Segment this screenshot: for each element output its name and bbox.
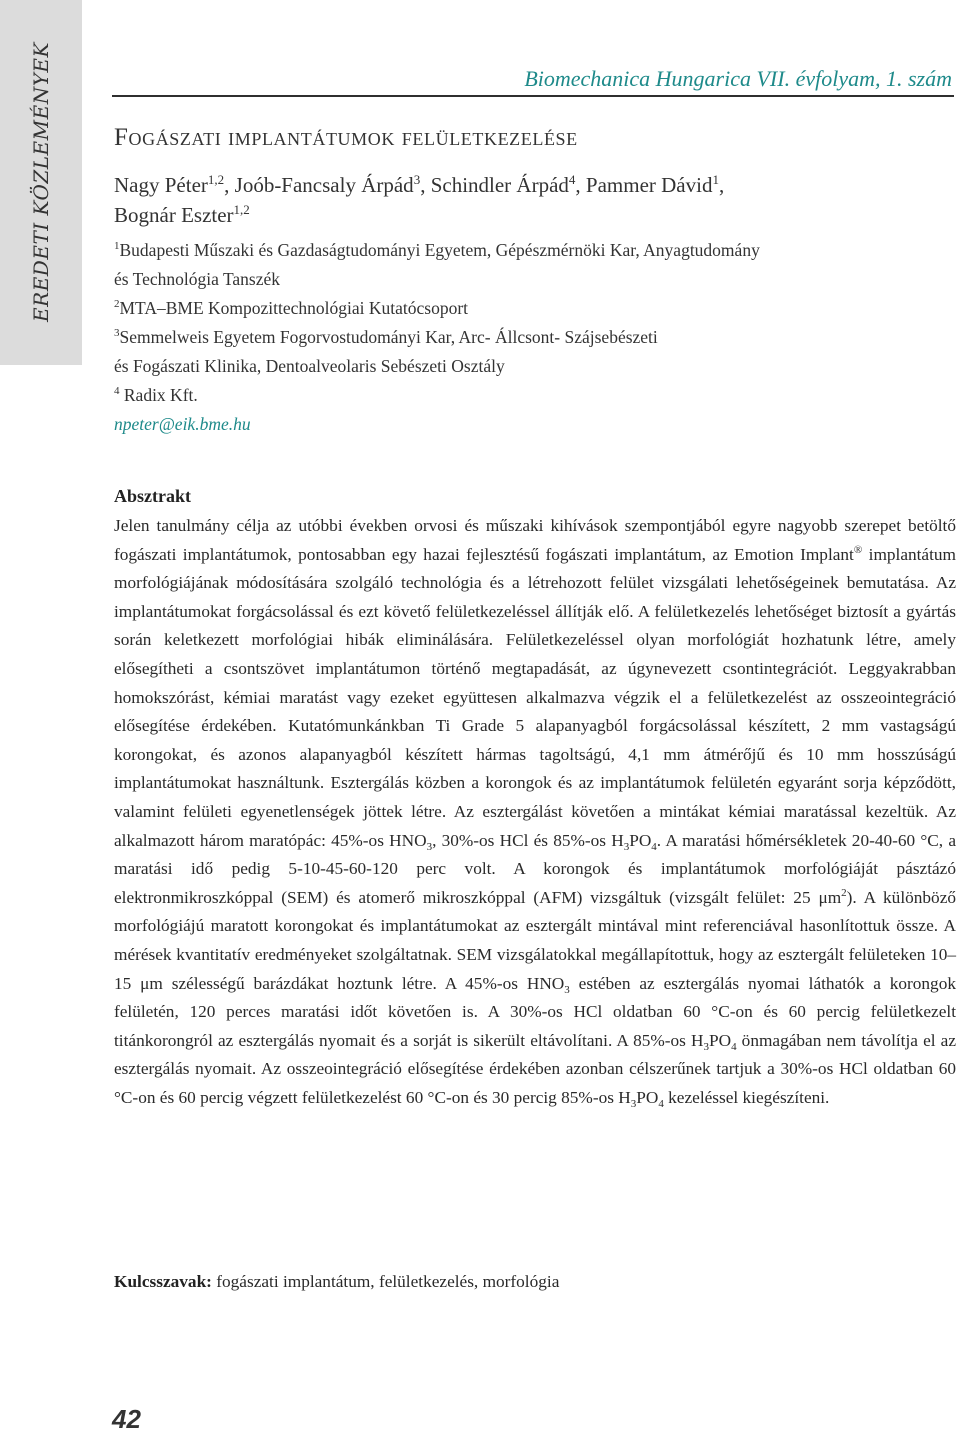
journal-header: Biomechanica Hungarica VII. évfolyam, 1. szám — [524, 66, 952, 91]
keywords-label: Kulcsszavak: — [114, 1272, 212, 1291]
abstract-text: . A maratási hőmérsékletek 20-40-60 °C, a maratási idő pedig 5-10-45-60-120 perc volt. A korongok és implantátumok morfológiáját pásztázó elektronmikroszkóppal (SEM) és atomerő mikroszkóppal (AFM) vizsgáltuk (vizsgált felület: 25 μm — [114, 830, 956, 907]
affiliation-text: Budapesti Műszaki és Gazdaságtudományi Egyetem, Gépészmérnöki Kar, Anyagtudomány — [119, 240, 760, 260]
subscript: 4 — [651, 840, 657, 853]
author-name: Joób-Fancsaly Árpád — [234, 173, 414, 197]
abstract-text: PO — [629, 830, 652, 850]
author-separator: , — [718, 173, 725, 197]
author-email-link[interactable]: npeter@eik.bme.hu — [114, 414, 251, 434]
abstract-text: PO — [708, 1030, 732, 1050]
section-side-tab — [0, 0, 82, 365]
author-name: Pammer Dávid — [585, 173, 713, 197]
affiliation-sup: 3 — [114, 327, 120, 339]
superscript: 2 — [841, 886, 847, 899]
subscript: 4 — [658, 1097, 664, 1110]
affiliation-line — [114, 323, 954, 352]
subscript: 4 — [731, 1040, 737, 1053]
registered-mark: ® — [853, 543, 863, 556]
author-list — [114, 170, 934, 230]
subscript: 3 — [623, 840, 630, 853]
author-separator: , — [420, 173, 431, 197]
author-name: Nagy Péter — [114, 173, 208, 197]
abstract-text: implantátum morfológiájának módosítására szolgáló technológia és a létrehozott felület vizsgálati lehetőségeinek bemutatása. Az implantátumokat forgácsolással és ezt követő felületkezeléssel állítják elő. A felületkezelés lehetőséget biztosít a gyártás során keletkezett morfológiai hibák eliminálására. Felületkezeléssel olyan morfológiát hozhatunk létre, amely elősegítheti a csontszövet implantátumon történő megtapadását, az úgynevezett csontintegrációt. Leggyakrabban homokszórást, kémiai maratást vagy ezeket együttesen alkalmazva végzik el a felületkezelést az osszeointegráció elősegítése érdekében. Kutatómunkánkban Ti Grade 5 alapanyagból forgácsolással készített, 2 mm vastagságú korongokat, és azonos alapanyagból készített hármas tagoltságú, 4,1 mm átmérőjű és 10 mm hosszúságú implantátumokat használtunk. Esztergálás közben a korongok és az implantátumok felületén egyaránt sorja képződött, valamint felületi egyenetlenségek jöttek létre. Az esztergálást követően a mintákat kémiai maratással kezeltük. Az alkalmazott három maratópác: 45%-os HNO — [114, 544, 956, 850]
affiliation-text: és Fogászati Klinika, Dentoalveolaris Sebészeti Osztály — [114, 356, 505, 376]
author-name: Bognár Eszter — [114, 203, 234, 227]
abstract-text: kezeléssel kiegészíteni. — [663, 1087, 830, 1107]
affiliation-text: Semmelweis Egyetem Fogorvostudományi Kar, Arc- Állcsont- Szájsebészeti — [119, 327, 658, 347]
keywords-text: fogászati implantátum, felületkezelés, morfológia — [211, 1272, 560, 1291]
abstract-text: PO — [636, 1087, 659, 1107]
page-number: 42 — [112, 1404, 141, 1434]
affiliation-line — [114, 381, 954, 410]
author-affil-sup: 1,2 — [207, 172, 225, 187]
author-separator: , — [575, 173, 586, 197]
email-line — [114, 410, 954, 439]
affiliation-line — [114, 294, 954, 323]
subscript: 3 — [630, 1097, 637, 1110]
subscript: 3 — [703, 1040, 709, 1053]
header-rule — [112, 95, 954, 97]
affiliation-line — [114, 352, 954, 381]
author-affil-sup: 3 — [413, 172, 421, 187]
abstract-text: Jelen tanulmány célja az utóbbi években orvosi és műszaki kihívások szempontjából egyre nagyobb szerepet betöltő fogászati implantátumok, pontosabban egy hazai fejlesztésű fogászati implantátum, az Emotion Implant — [114, 516, 956, 564]
affiliation-text: és Technológia Tanszék — [114, 269, 281, 289]
affiliation-text: MTA–BME Kompozittechnológiai Kutatócsoport — [119, 298, 469, 318]
subscript: 3 — [426, 840, 433, 853]
abstract-text: , 30%-os HCl és 85%-os H — [432, 830, 624, 850]
affiliation-sup: 4 — [114, 385, 120, 397]
abstract-text: estében az esztergálás nyomai láthatók a korongok felületén, 120 perces maratási időt követően is. A 30%-os HCl oldatban 60 °C-on és 60 percig felületkezelt titánkorongról az esztergálás nyomait és a sorját is sikerült eltávolítani. A 85%-os H — [114, 973, 956, 1050]
affiliation-sup: 1 — [114, 240, 120, 252]
affiliation-list — [114, 236, 954, 439]
abstract-text: ). A különböző morfológiájú maratott korongokat és implantátumokat az esztergált mintával mint referenciával hasonlítottuk össze. A mérések kvantitatív eredményeket szolgáltatnak. SEM vizsgálatokkal megállapítottuk, hogy az esztergált felületeken 10–15 μm szélességű barázdákat hoztunk létre. A 45%-os HNO — [114, 887, 957, 993]
abstract-heading: Absztrakt — [114, 486, 191, 506]
abstract-body — [114, 512, 956, 1112]
affiliation-line — [114, 236, 954, 265]
subscript: 3 — [564, 983, 570, 996]
abstract-text: önmagában nem távolítja el az esztergálás nyomait. Az osszeointegráció elősegítése érdekében azonban célszerűnek tartjuk a 30%-os HCl oldatban 60 °C-on és 60 percig végzett felületkezelést 60 °C-on és 30 percig 85%-os H — [114, 1030, 956, 1107]
author-name: Schindler Árpád — [430, 173, 569, 197]
keywords-line — [114, 1272, 559, 1292]
author-affil-sup: 1,2 — [233, 202, 250, 217]
author-separator: , — [224, 173, 235, 197]
affiliation-text: Radix Kft. — [119, 385, 198, 405]
affiliation-line — [114, 265, 954, 294]
author-affil-sup: 4 — [568, 172, 576, 187]
article-title: Fogászati implantátumok felületkezelése — [114, 124, 578, 151]
author-affil-sup: 1 — [712, 172, 719, 187]
section-label: EREDETI KÖZLEMÉNYEK — [29, 42, 53, 322]
affiliation-sup: 2 — [114, 298, 120, 310]
